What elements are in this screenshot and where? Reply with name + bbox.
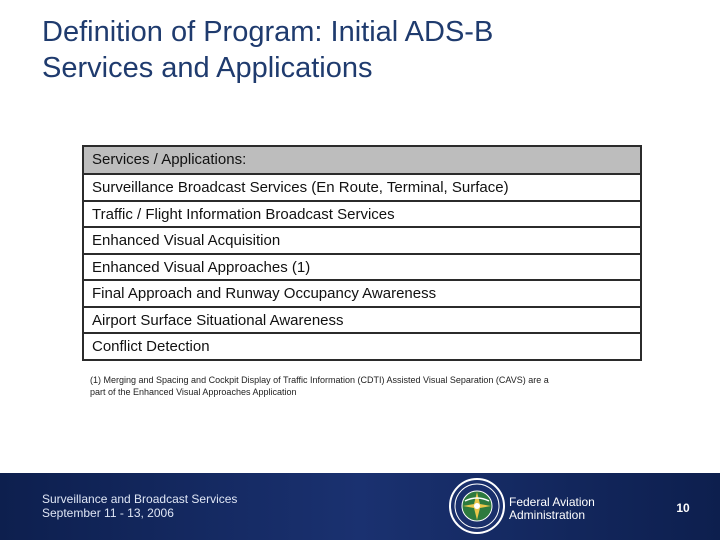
table-row: Conflict Detection: [84, 332, 640, 359]
faa-seal-icon: [449, 478, 505, 534]
page-number: 10: [676, 501, 690, 515]
table-row: Enhanced Visual Acquisition: [84, 226, 640, 253]
table-row: Airport Surface Situational Awareness: [84, 306, 640, 333]
agency-line-1: Federal Aviation: [509, 495, 595, 509]
agency-name: [509, 496, 595, 522]
table-row: Enhanced Visual Approaches (1): [84, 253, 640, 280]
slide-title: [42, 14, 692, 86]
slide-footer: [0, 473, 720, 540]
slide-title-line-2: Services and Applications: [42, 52, 373, 84]
event-name: Surveillance and Broadcast Services: [42, 492, 238, 506]
table-row: Traffic / Flight Information Broadcast Services: [84, 200, 640, 227]
table-header: Services / Applications:: [84, 147, 640, 173]
footnote-line-1: (1) Merging and Spacing and Cockpit Display of Traffic Information (CDTI) Assisted Visual Separation (CAVS) are a: [90, 375, 549, 385]
services-table: [82, 145, 642, 361]
footnote: [90, 374, 630, 398]
table-row: Final Approach and Runway Occupancy Awareness: [84, 279, 640, 306]
agency-line-2: Administration: [509, 508, 586, 522]
footnote-line-2: part of the Enhanced Visual Approaches Application: [90, 387, 297, 397]
event-dates: September 11 - 13, 2006: [42, 506, 174, 520]
table-row: Surveillance Broadcast Services (En Route, Terminal, Surface): [84, 173, 640, 200]
event-info: [42, 492, 237, 520]
slide-title-line-1: Definition of Program: Initial ADS-B: [42, 16, 494, 48]
